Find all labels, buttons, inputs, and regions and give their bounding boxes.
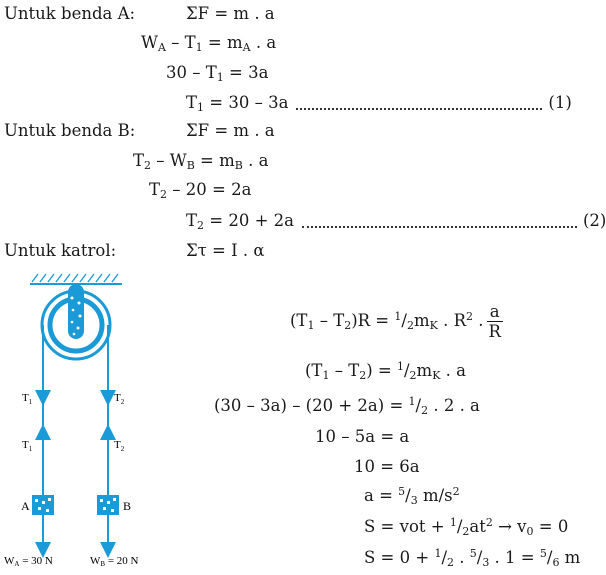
deriv-2: $(T_1 - T_2) = ^1/_2m_K$ . a bbox=[305, 360, 466, 382]
deriv-6: $a = ^5/_3$ $m/s^2$ bbox=[364, 485, 460, 507]
eq-tag-2: (2) bbox=[582, 211, 606, 230]
eq-tag-1: (1) bbox=[548, 93, 572, 112]
label-block-a: A bbox=[21, 499, 30, 513]
deriv-1: $(T_1 - T_2)R = ^1/_2m_K$ . $R^2$ . $\frac{a}{R}$ bbox=[290, 302, 501, 341]
fraction-a-over-r: $\frac{a}{R}$ bbox=[488, 302, 501, 341]
pulley-diagram bbox=[0, 270, 190, 575]
label-t1-upper: $T_1$ bbox=[22, 392, 33, 406]
eq-b-newton: ΣF = m . a bbox=[186, 121, 275, 140]
ceiling bbox=[30, 274, 122, 284]
label-t2-upper: $T_2$ bbox=[114, 392, 125, 406]
eq-a-2: $W_A - T_1 = m_A$ . a bbox=[141, 33, 277, 54]
heading-benda-a: Untuk benda A: bbox=[4, 4, 136, 23]
eq-a-4: $T_1 = 30 - 3a$ (1) bbox=[186, 93, 572, 114]
eq-a-3: $30 - T_1 = 3a$ bbox=[166, 63, 269, 84]
eq-torque: Στ = I . α bbox=[186, 241, 265, 260]
deriv-3: $(30 - 3a) - (20 + 2a) = ^1/_2$ . 2 . a bbox=[214, 395, 480, 417]
deriv-8: $S = 0 + ^1/_2$ . $^5/_3$ . $1 = ^5/_6$ m bbox=[364, 547, 581, 569]
leader-dots bbox=[296, 108, 542, 110]
pulley-wheel bbox=[42, 284, 110, 359]
eq-a-newton: ΣF = m . a bbox=[186, 4, 275, 23]
block-a bbox=[32, 495, 54, 515]
deriv-5: 10 = 6a bbox=[354, 457, 420, 476]
eq-b-3: $T_2 - 20 = 2a$ bbox=[149, 180, 252, 201]
label-t2-lower: $T_2$ bbox=[114, 439, 125, 453]
block-b bbox=[97, 495, 119, 515]
label-weight-b: WB = 20 N bbox=[90, 555, 139, 568]
eq-b-4: $T_2 = 20 + 2a$ (2) bbox=[186, 211, 606, 232]
deriv-7: S = vot + $^1/_2at^2 \to v_0 = 0$ bbox=[364, 516, 569, 538]
label-block-b: B bbox=[123, 499, 132, 513]
heading-benda-b: Untuk benda B: bbox=[4, 121, 136, 140]
label-weight-a: WA = 30 N bbox=[4, 555, 53, 568]
leader-dots bbox=[302, 226, 577, 228]
label-t1-lower: $T_1$ bbox=[22, 439, 33, 453]
heading-katrol: Untuk katrol: bbox=[4, 241, 117, 260]
eq-b-2: $T_2 - W_B = m_B$ . a bbox=[133, 151, 269, 172]
deriv-4: 10 – 5a = a bbox=[315, 427, 410, 446]
